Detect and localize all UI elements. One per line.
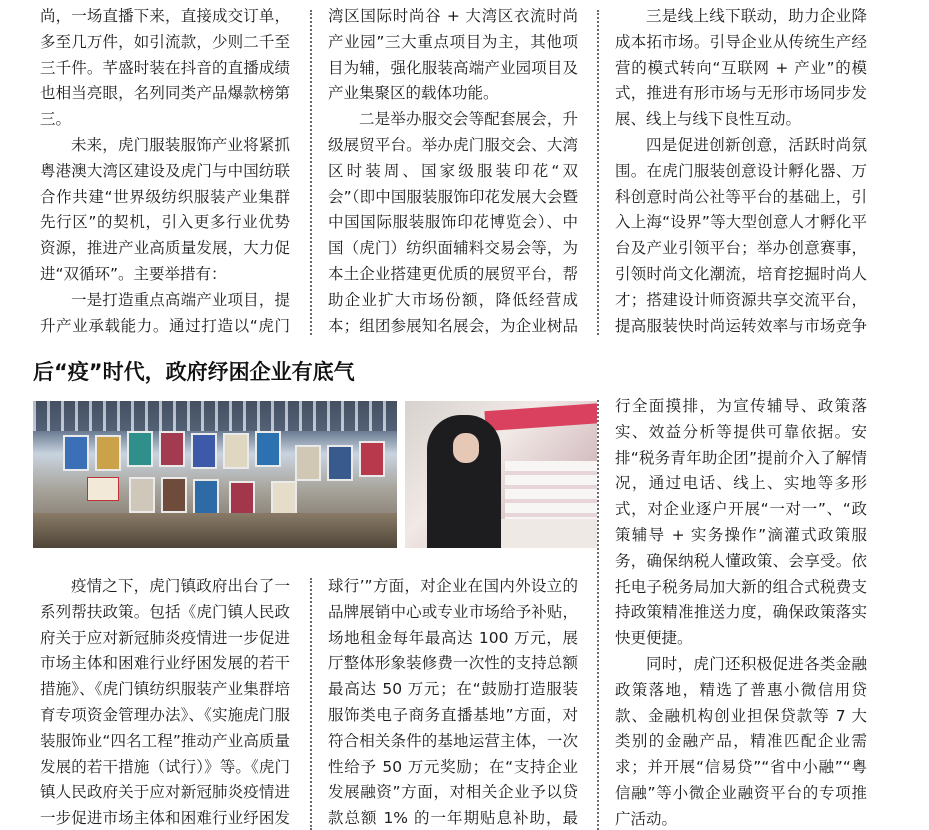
visitor-at-booth-photo — [405, 401, 597, 548]
column-divider — [597, 10, 599, 335]
paragraph: 二是举办服交会等配套展会，升级展贸平台。举办虎门服交会、大湾区时装周、国家级服装印花“双会”（即中国服装服饰印花发展大会暨中国国际服装服饰印花博览会）、中国（虎门）纺织面辅料交易会等，为本土企业搭建更优质的展贸平台，帮助企业扩大市场份额，降低经营成本；组团参展知名展会，为企业树品 — [328, 110, 578, 334]
paragraph: 一是打造重点高端产业项目，提升产业承载能力。通过打造以“虎门 — [40, 290, 290, 334]
paragraph: 行全面摸排，为宣传辅导、政策落实、效益分析等提供可靠依据。安排“税务青年助企团”提前介入了解情况，通过电话、线上、实地等多形式，对企业逐户开展“一对一”、“政策辅导 + 实务操作”滴灌式政策服务，确保纳税人懂政策、会享受。依托电子税务局加大新的组合式税费支持政策精准推送力度，确保政策落实快更便捷。 — [615, 397, 867, 648]
exhibition-hall-photo — [33, 401, 397, 548]
paragraph: 三是线上线下联动，助力企业降成本拓市场。引导企业从传统生产经营的模式转向“互联网 + 产业”的模式，推进有形市场与无形市场同步发展、线上与线下良性互动。 — [615, 7, 867, 129]
article-column-3 — [615, 4, 867, 334]
section-heading: 后“疫”时代，政府纾困企业有底气 — [33, 360, 355, 384]
paragraph: 疫情之下，虎门镇政府出台了一系列帮扶政策。包括《虎门镇人民政府关于应对新冠肺炎疫情进一步促进市场主体和困难行业纾困发展的若干措施》、《虎门镇纺织服装产业集群培育专项资金管理办法》、《实施虎门服装服饰业“四名工程”推动产业高质量发展的若干措施（试行）》等。《虎门镇人民政府关于应对新冠肺炎疫情进一步促进市场主体和困难行业纾困发 — [40, 577, 290, 828]
paragraph: 未来，虎门服装服饰产业将紧抓粤港澳大湾区建设及虎门与中国纺联合作共建“世界级纺织服装产业集群先行区”的契机，引入更多行业优势资源，推进产业高质量发展，大力促进“双循环”。主要举措有： — [40, 135, 290, 283]
paragraph: 四是促进创新创意，活跃时尚氛围。在虎门服装创意设计孵化器、万科创意时尚公社等平台的基础上，引入上海“设界”等大型创意人才孵化平台及产业引领平台；举办创意赛事，引领时尚文化潮流，培育挖掘时尚人才；搭建设计师资源共享交流平台，提高服装快时尚运转效率与市场竞争 — [615, 135, 867, 334]
article-column-2 — [328, 4, 578, 334]
article-column-1 — [40, 4, 290, 334]
paragraph: 湾区国际时尚谷 + 大湾区衣流时尚产业园”三大重点项目为主，其他项目为辅，强化服装高端产业园项目及产业集聚区的载体功能。 — [328, 7, 578, 103]
paragraph: 球行’”方面，对企业在国内外设立的品牌展销中心或专业市场给予补贴，场地租金每年最高达 100 万元，展厅整体形象装修费一次性的支持总额最高达 50 万元；在“鼓励打造服装服饰类电子商务直播基地”方面，对符合相关条件的基地运营主体，一次性给予 50 万元奖励；在“支持企业发展融资”方面，对相关企业予以贷款总额 1% 的一年期贴息补助，最 — [328, 577, 578, 828]
paragraph: 同时，虎门还积极促进各类金融政策落地，精选了普惠小微信用贷款、金融机构创业担保贷款等 7 大类别的金融产品，精准匹配企业需求；并开展“信易贷”“省中小融”“粤信融”等小微企业融资平台的专项推广活动。 — [615, 654, 867, 828]
article-column-4 — [40, 574, 290, 830]
paragraph: 尚，一场直播下来，直接成交订单，多至几万件，如引流款，少则二千至三千件。芊盛时装在抖音的直播成绩也相当亮眼，名列同类产品爆款榜第三。 — [40, 7, 290, 129]
column-divider — [597, 400, 599, 830]
column-divider — [310, 10, 312, 335]
article-column-5 — [328, 574, 578, 830]
article-column-6 — [615, 394, 867, 830]
column-divider — [310, 578, 312, 830]
